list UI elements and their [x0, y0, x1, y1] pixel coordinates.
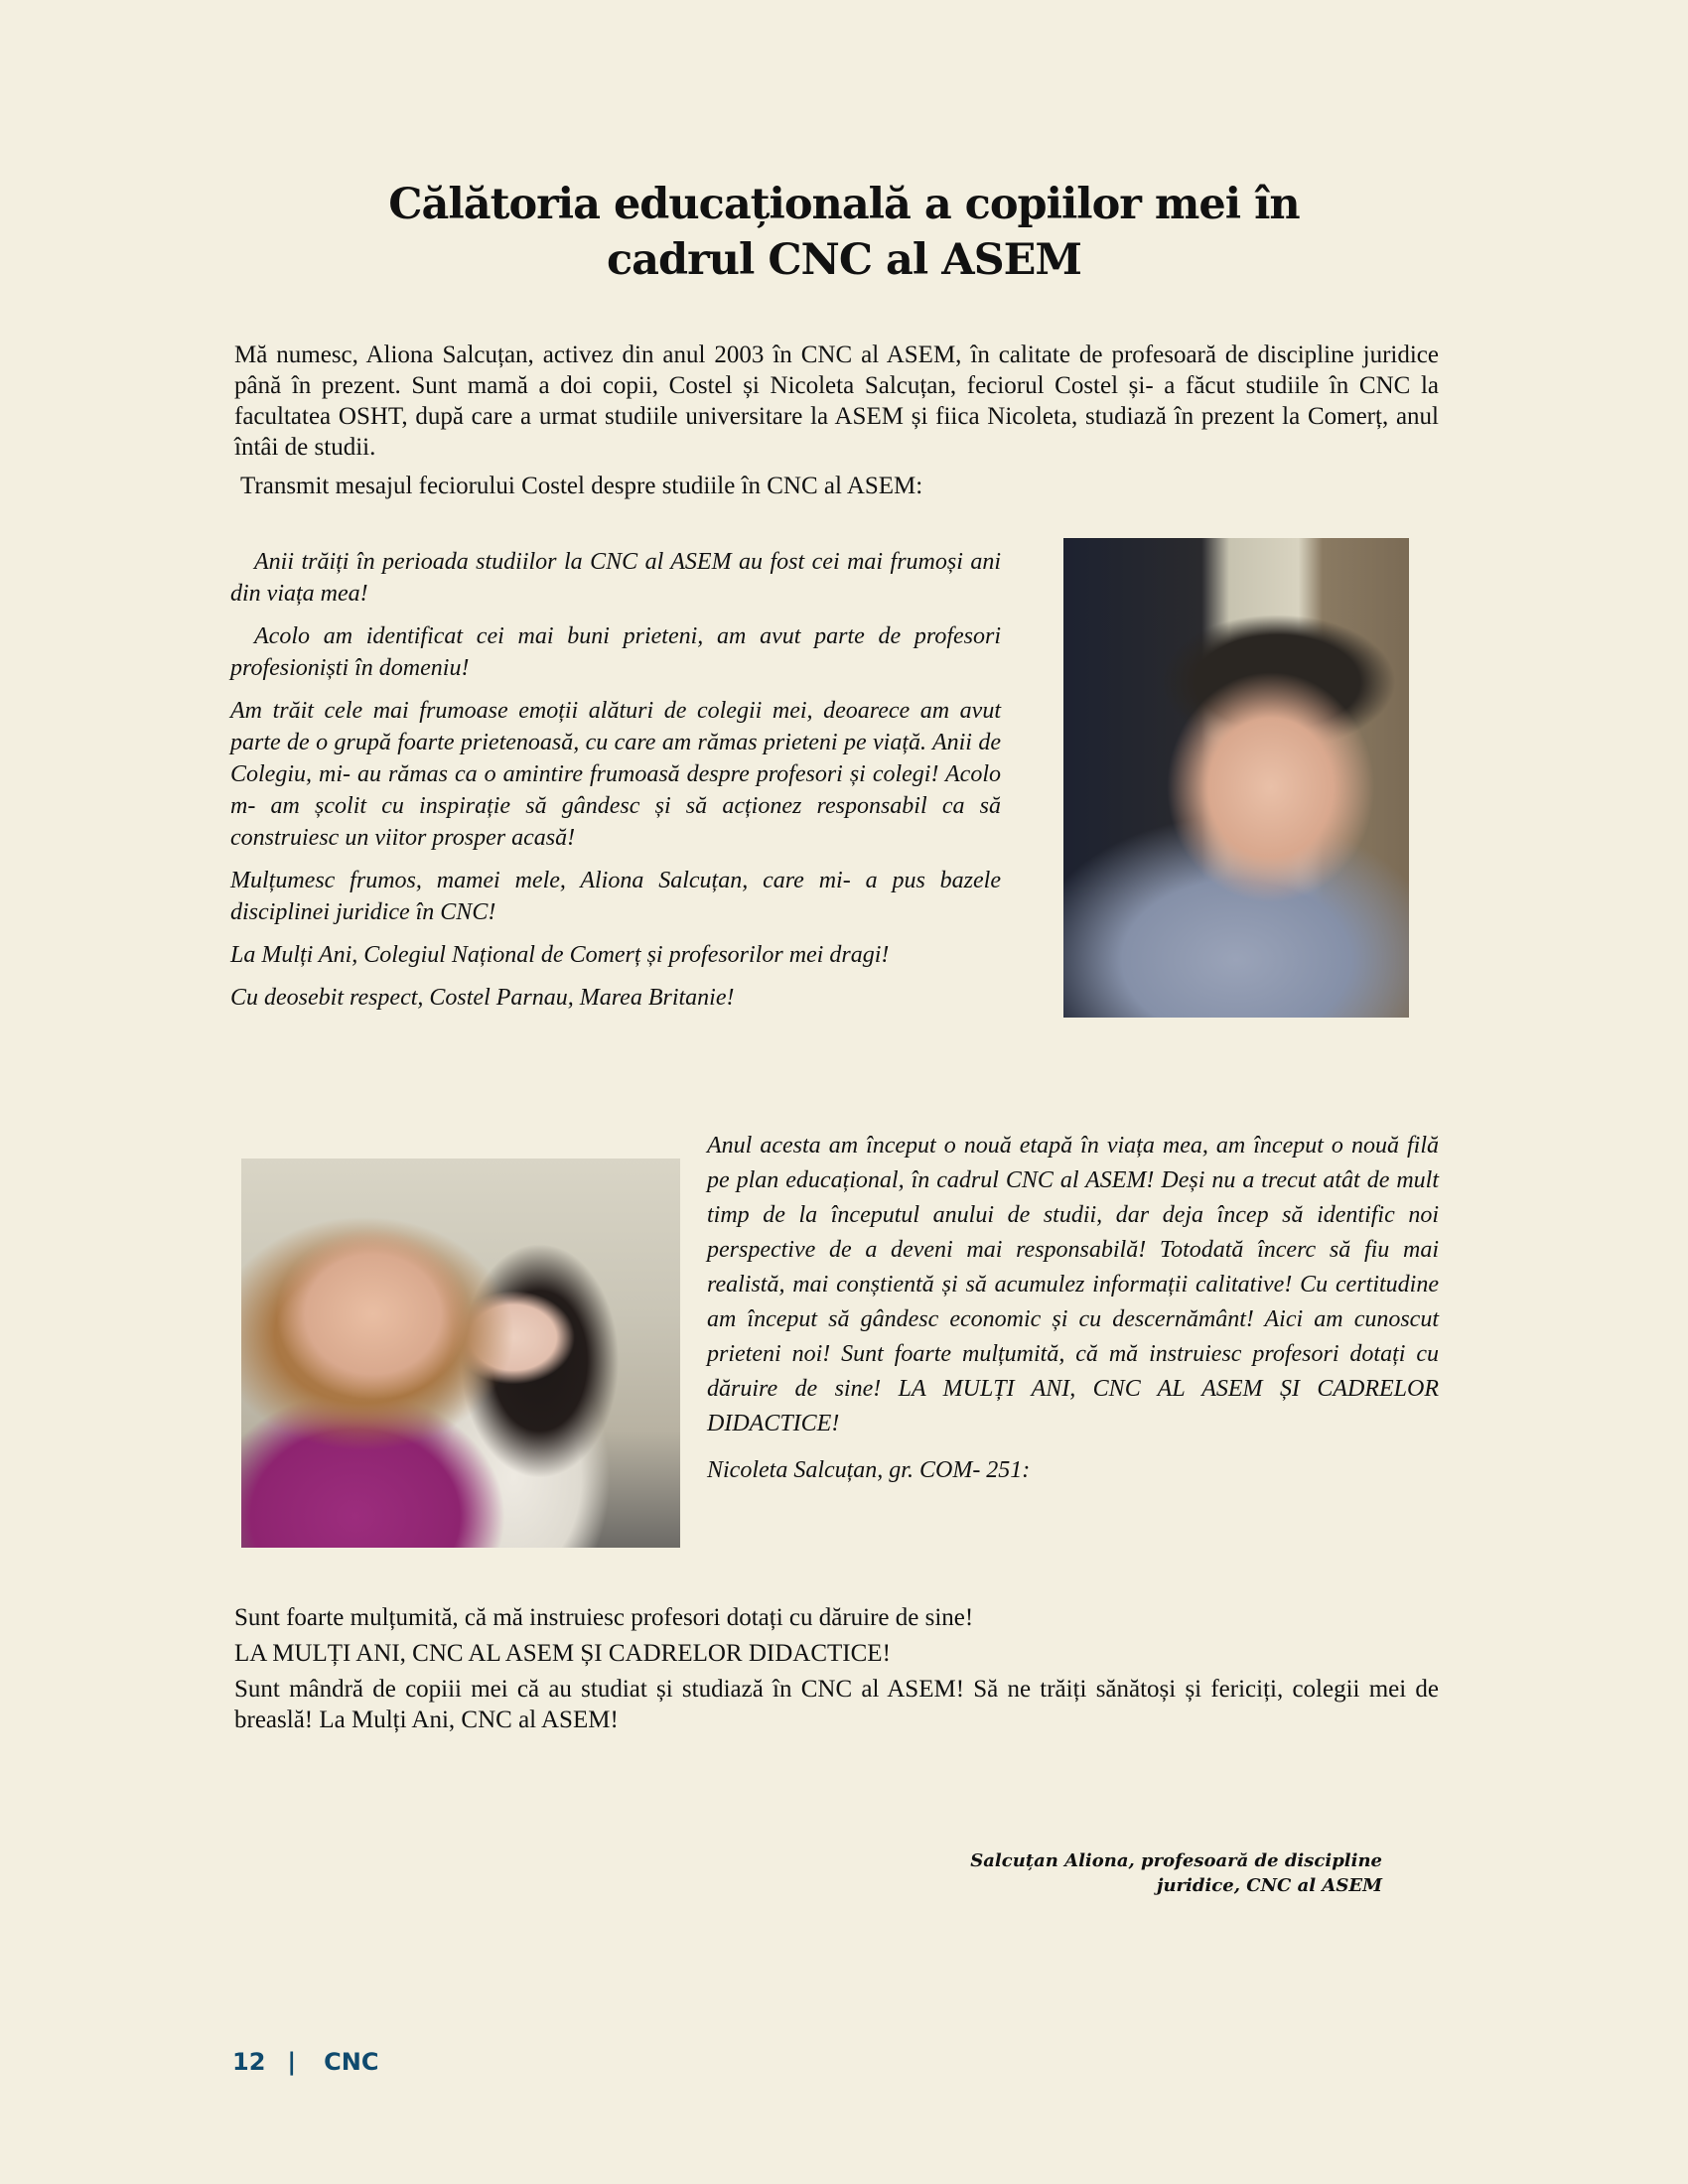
author-signature — [854, 1848, 1382, 1898]
footer-label: CNC — [324, 2048, 379, 2076]
signature-line-1: Salcuțan Aliona, profesoară de discipline — [970, 1850, 1382, 1871]
costel-message — [230, 546, 1001, 1024]
costel-signature: Cu deosebit respect, Costel Parnau, Marea Britanie! — [230, 985, 735, 1011]
closing-line: Sunt foarte mulțumită, că mă instruiesc profesori dotați cu dăruire de sine! — [234, 1604, 974, 1631]
costel-paragraph: Acolo am identificat cei mai buni prieteni, am avut parte de profesori profesioniști în domeniu! — [230, 623, 1001, 681]
footer-separator: | — [287, 2048, 297, 2076]
title-line-1: Călătoria educațională a copiilor mei în — [388, 180, 1300, 229]
costel-paragraph: La Mulți Ani, Colegiul Național de Comerț și profesorilor mei dragi! — [230, 942, 890, 968]
nicoleta-signature: Nicoleta Salcuțan, gr. COM- 251: — [707, 1457, 1031, 1483]
title-line-2: cadrul CNC al ASEM — [606, 235, 1081, 285]
intro-paragraph: Mă numesc, Aliona Salcuțan, activez din anul 2003 în CNC al ASEM, în calitate de profesoară de discipline juridice până în prezent. Sunt mamă a doi copii, Costel și Nicoleta Salcuțan, feciorul Costel și- a făcut studiile în CNC la facultatea OSHT, după care a urmat studiile universitare la ASEM și fiica Nicoleta, studiază în prezent la Comerț, anul întâi de studii. — [234, 341, 1439, 461]
mother-daughter-photo — [241, 1159, 680, 1548]
costel-paragraph: Am trăit cele mai frumoase emoții alături de colegii mei, deoarece am avut parte de o grupă foarte prietenoasă, cu care am rămas prieteni pe viață. Anii de Colegiu, mi- au rămas ca o amintire frumoasă despre profesori și colegi! Acolo m- am școlit cu inspirație să gândesc și să acționez responsabil ca să construiesc un viitor prosper acasă! — [230, 698, 1001, 851]
closing-line: Sunt mândră de copiii mei că au studiat și studiază în CNC al ASEM! Să ne trăiți sănătoși și fericiți, colegii mei de breaslă! La Mulți Ani, CNC al ASEM! — [234, 1676, 1439, 1733]
intro-section — [234, 340, 1439, 501]
closing-line: LA MULȚI ANI, CNC AL ASEM ȘI CADRELOR DIDACTICE! — [234, 1640, 891, 1667]
intro-lead: Transmit mesajul feciorului Costel despre studiile în CNC al ASEM: — [240, 473, 923, 499]
costel-paragraph: Anii trăiți în perioada studiilor la CNC al ASEM au fost cei mai frumoși ani din viața mea! — [230, 549, 1001, 607]
nicoleta-paragraph: Anul acesta am început o nouă etapă în viața mea, am început o nouă filă pe plan educațional, în cadrul CNC al ASEM! Deși nu a trecut atât de mult timp de la începutul anului de studii, dar deja încep să identific noi perspective de a deveni mai responsabilă! Totodată încerc să fiu mai realistă, mai conștientă și să acumulez informații calitative! Cu certitudine am început să gândesc economic și cu descernământ! Aici am cunoscut prieteni noi! Sunt foarte mulțumită, că mă instruiesc profesori dotați cu dăruire de sine! LA MULȚI ANI, CNC AL ASEM ȘI CADRELOR DIDACTICE! — [707, 1133, 1439, 1436]
costel-photo — [1063, 538, 1409, 1018]
page-number: 12 — [232, 2048, 266, 2076]
nicoleta-message — [707, 1129, 1439, 1500]
article-title — [298, 177, 1390, 288]
signature-line-2: juridice, CNC al ASEM — [1156, 1875, 1382, 1896]
costel-paragraph: Mulțumesc frumos, mamei mele, Aliona Salcuțan, care mi- a pus bazele disciplinei juridice în CNC! — [230, 868, 1001, 925]
closing-section — [234, 1602, 1439, 1740]
page-footer — [232, 2048, 378, 2076]
